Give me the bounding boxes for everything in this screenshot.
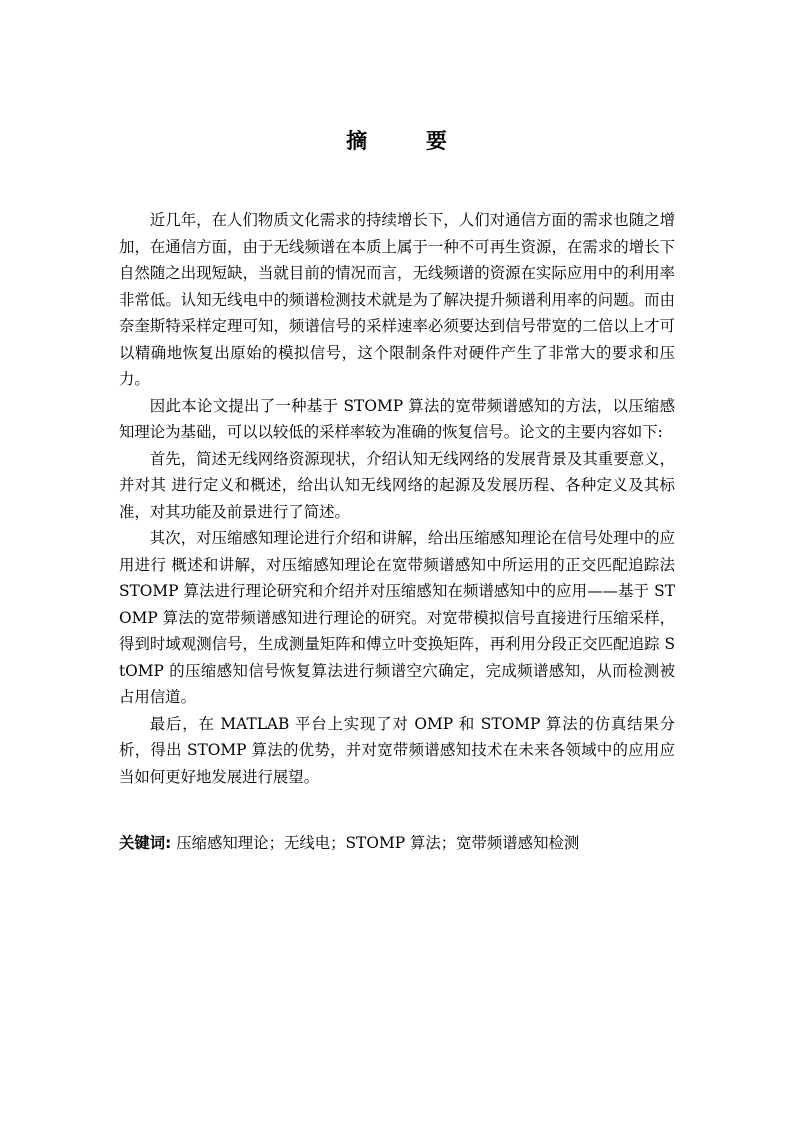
abstract-paragraph-4: 其次，对压缩感知理论进行介绍和讲解，给出压缩感知理论在信号处理中的应用进行 概述和讲解，对压缩感知理论在宽带频谱感知中所运用的正交匹配追踪法 STOMP 算法进行理论研究和介绍并对压缩感知在频谱感知中的应用——基于 STOMP 算法的宽带频谱感知进行理论的研究。对宽带模拟信号直接进行压缩采样，得到时域观测信号，生成测量矩阵和傅立叶变换矩阵，再利用分段正交匹配追踪 StOMP 的压缩感知信号恢复算法进行频谱空穴确定，完成频谱感知，从而检测被占用信道。 (119, 529, 675, 706)
keywords-label: 关键词: (119, 834, 172, 852)
abstract-paragraph-2: 因此本论文提出了一种基于 STOMP 算法的宽带频谱感知的方法，以压缩感知理论为基础，可以以较低的采样率较为准确的恢复信号。论文的主要内容如下: (119, 396, 675, 441)
abstract-body (119, 207, 675, 790)
keywords-line (119, 830, 679, 856)
abstract-title: 摘 要 (346, 129, 466, 153)
abstract-paragraph-1: 近几年，在人们物质文化需求的持续增长下，人们对通信方面的需求也随之增加，在通信方面，由于无线频谱在本质上属于一种不可再生资源，在需求的增长下自然随之出现短缺，当就目前的情况而言，无线频谱的资源在实际应用中的利用率非常低。认知无线电中的频谱检测技术就是为了解决提升频谱利用率的问题。而由奈奎斯特采样定理可知，频谱信号的采样速率必须要达到信号带宽的二倍以上才可以精确地恢复出原始的模拟信号，这个限制条件对硬件产生了非常大的要求和压力。 (119, 211, 675, 388)
abstract-paragraph-3: 首先，简述无线网络资源现状，介绍认知无线网络的发展背景及其重要意义，并对其 进行定义和概述，给出认知无线网络的起源及发展历程、各种定义及其标准，对其功能及前景进行了简述。 (119, 449, 675, 521)
keywords-text: 压缩感知理论；无线电；STOMP 算法；宽带频谱感知检测 (171, 834, 580, 852)
abstract-paragraph-5: 最后，在 MATLAB 平台上实现了对 OMP 和 STOMP 算法的仿真结果分析，得出 STOMP 算法的优势，并对宽带频谱感知技术在未来各领域中的应用应当如何更好地发展进行展望。 (119, 714, 675, 786)
